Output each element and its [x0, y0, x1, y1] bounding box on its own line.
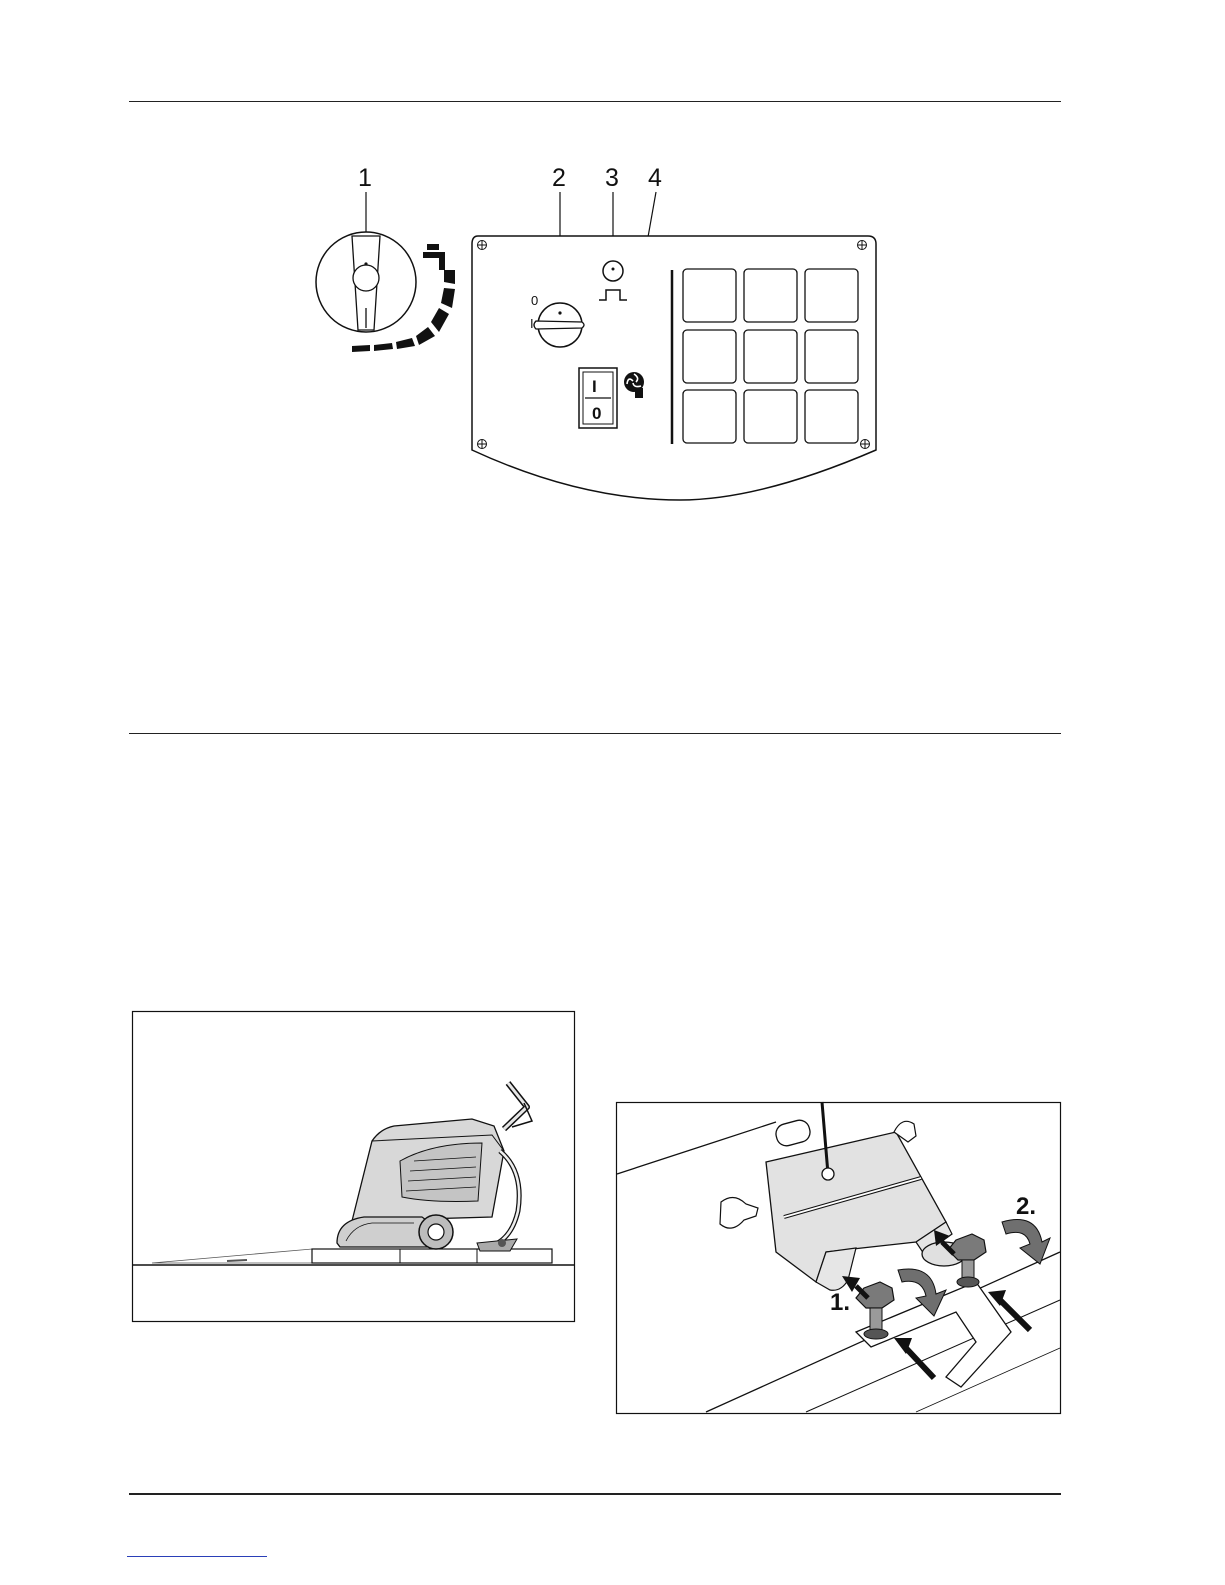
step-1-label: 1. [830, 1289, 851, 1316]
keypad [683, 269, 858, 443]
keypad-button[interactable] [683, 330, 736, 383]
step-2-label: 2. [1016, 1193, 1037, 1220]
callout-1: 1 [358, 164, 372, 192]
callout-2: 2 [552, 164, 566, 192]
keypad-button[interactable] [805, 390, 858, 443]
keypad-button[interactable] [683, 269, 736, 322]
keypad-button[interactable] [744, 269, 797, 322]
key-switch-off-mark: 0 [531, 293, 539, 308]
keypad-button[interactable] [683, 390, 736, 443]
top-rule [129, 101, 1061, 102]
control-panel-figure [300, 160, 900, 510]
keypad-button[interactable] [805, 269, 858, 322]
footer-link-underline[interactable] [127, 1556, 267, 1557]
keypad-button[interactable] [744, 330, 797, 383]
keypad-button[interactable] [744, 390, 797, 443]
machine-figure [132, 1011, 575, 1322]
indicator-lamp [603, 261, 623, 281]
squeegee-figure [616, 1102, 1061, 1414]
footer-rule [129, 1493, 1061, 1495]
keypad-button[interactable] [805, 330, 858, 383]
callout-3: 3 [605, 164, 619, 192]
key-switch-on-mark: I [530, 316, 534, 331]
middle-rule [129, 733, 1061, 734]
rocker-off-mark: 0 [592, 404, 602, 423]
callout-4: 4 [648, 164, 662, 192]
water-regulator-knob[interactable] [316, 232, 416, 332]
rocker-on-mark: I [592, 377, 597, 396]
water-tap-icon [423, 244, 445, 270]
